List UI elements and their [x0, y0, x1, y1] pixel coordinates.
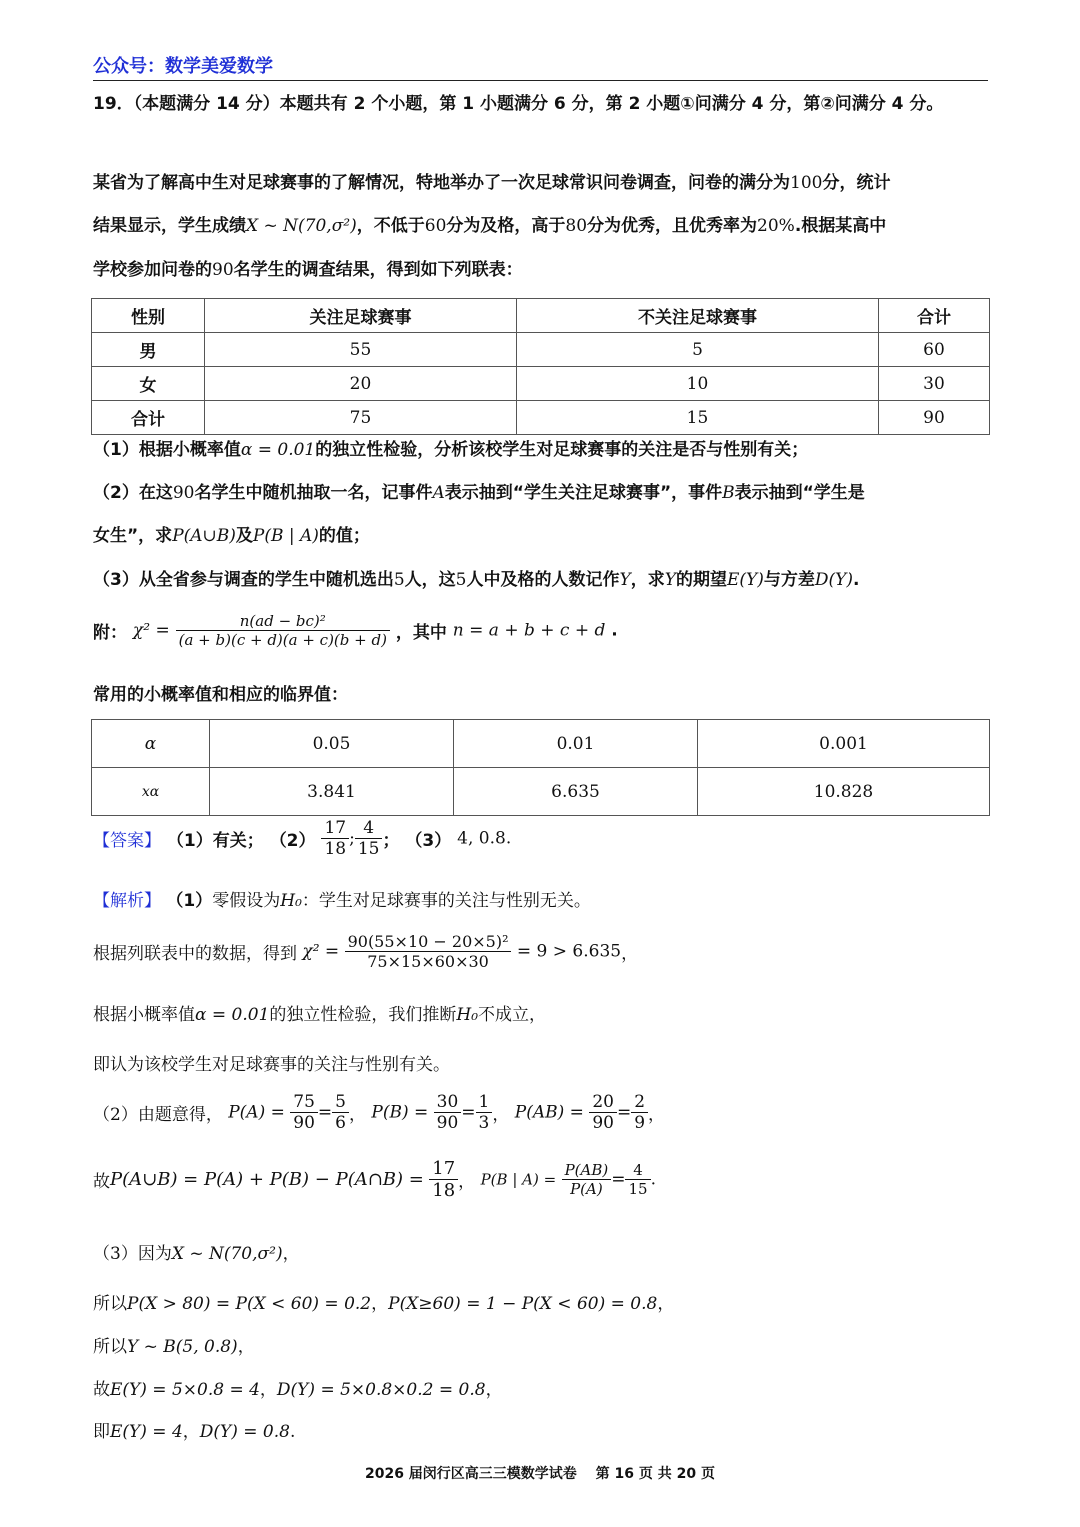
analysis-line-4: 即认为该校学生对足球赛事的关注与性别有关。: [93, 1055, 450, 1075]
table-header-cell: 合计: [879, 299, 990, 333]
x-alpha-label: xα: [92, 768, 210, 816]
table-row: [92, 367, 990, 401]
table-cell: 55: [205, 333, 517, 367]
table-cell: 10: [517, 367, 879, 401]
subquestion-1: （1）根据小概率值α = 0.01的独立性检验，分析该校学生对足球赛事的关注是否与性别有关；: [93, 440, 809, 460]
contingency-table: [91, 298, 990, 435]
question-paragraph-line-3: 学校参加问卷的90名学生的调查结果，得到如下列联表：: [93, 260, 523, 280]
table-row: [92, 720, 990, 768]
analysis-line-8: 所以P(X > 80) = P(X < 60) = 0.2，P(X≥60) = 1 − P(X < 60) = 0.8，: [93, 1294, 675, 1314]
chi-square-formula-fraction: $\frac{\text{n(ad − bc)²}}{(a + b)(c + d)(a + c)(b + d)}$: [176, 612, 390, 649]
table-header-cell: 性别: [92, 299, 205, 333]
analysis-line-10: 故E(Y) = 5×0.8 = 4，D(Y) = 5×0.8×0.2 = 0.8，: [93, 1380, 503, 1400]
chi-square-calc-fraction: $\frac{\text{90(55×10 − 20×5)²}}{75\times 15\times 60\times 30}$: [345, 932, 512, 971]
table-header-cell: 不关注足球赛事: [517, 299, 879, 333]
fraction: $\frac{75}{90}$: [290, 1092, 318, 1133]
header-title: 公众号：数学美爱数学: [93, 56, 273, 77]
fraction: $\frac{17}{18}$: [429, 1158, 458, 1201]
page-footer: 2026 届闵行区高三三模数学试卷 第 16 页 共 20 页: [364, 1466, 716, 1482]
table-cell: 0.01: [454, 720, 698, 768]
question-heading: 19．（本题满分 14 分）本题共有 2 个小题，第 1 小题满分 6 分，第 2 小题①问满分 4 分，第②问满分 4 分。: [93, 94, 944, 114]
analysis-line-3: 根据小概率值α = 0.01的独立性检验，我们推断H₀不成立，: [93, 1005, 547, 1025]
fraction: $\frac{5}{6}$: [332, 1092, 349, 1133]
answer-fraction: $\frac{4}{15}$: [355, 818, 383, 859]
analysis-line-6: 故P(A∪B) = P(A) + P(B) − P(A∩B) = $\frac{17}{18}$ ， P(B | A) = $\frac{P(AB)}{P(A)}$ = $\frac{4}{15}$ .: [93, 1158, 656, 1201]
alpha-label: α: [92, 720, 210, 768]
answer-tag: 【答案】: [93, 831, 161, 851]
table-row: [92, 401, 990, 435]
table-row: [92, 333, 990, 367]
table-header-row: [92, 299, 990, 333]
table-cell: 90: [879, 401, 990, 435]
fraction: $\frac{4}{15}$: [625, 1161, 650, 1198]
appendix-formula: 附： χ² = $\frac{\text{n(ad − bc)²}}{(a + b)(c + d)(a + c)(b + d)}$ ，其中 n = a + b + c + d .: [93, 612, 618, 649]
answer-line: 【答案】 （1）有关； （2） $\frac{17}{18}$ ; $\frac{4}{15}$ ； （3） 4, 0.8.: [93, 818, 512, 859]
table-row: [92, 768, 990, 816]
table-cell: 10.828: [698, 768, 990, 816]
table-cell: 15: [517, 401, 879, 435]
critical-table-title: 常用的小概率值和相应的临界值：: [93, 685, 348, 705]
fraction: $\frac{20}{90}$: [589, 1092, 617, 1133]
table-cell: 女: [92, 367, 205, 401]
fraction: $\frac{2}{9}$: [631, 1092, 648, 1133]
header-divider: [93, 80, 988, 81]
table-cell: 合计: [92, 401, 205, 435]
table-cell: 60: [879, 333, 990, 367]
table-header-cell: 关注足球赛事: [205, 299, 517, 333]
fraction: $\frac{30}{90}$: [434, 1092, 462, 1133]
table-cell: 20: [205, 367, 517, 401]
table-cell: 6.635: [454, 768, 698, 816]
table-cell: 男: [92, 333, 205, 367]
subquestion-2-line-1: （2）在这90名学生中随机抽取一名，记事件A表示抽到“学生关注足球赛事”，事件B表示抽到“学生是: [93, 483, 865, 503]
critical-value-table: [91, 719, 990, 816]
analysis-line-2: 根据列联表中的数据，得到 χ² = $\frac{\text{90(55×10 − 20×5)²}}{75\times 15\times 60\times 30}$ = 9 > 6.635，: [93, 932, 639, 971]
analysis-line-5: （2）由题意得， P(A) = $\frac{75}{90}$ = $\frac{5}{6}$ ， P(B) = $\frac{30}{90}$ = $\frac{1}{3}$ ， P(AB) = $\frac{20}{90}$ = $\frac{2}{9}$ ，: [93, 1092, 666, 1133]
table-cell: 30: [879, 367, 990, 401]
table-cell: 0.05: [210, 720, 454, 768]
question-paragraph-line-2: 结果显示，学生成绩X ~ N(70,σ²)，不低于60分为及格，高于80分为优秀，且优秀率为20%.根据某高中: [93, 216, 887, 236]
analysis-line-7: （3）因为X ~ N(70,σ²)，: [93, 1244, 300, 1264]
analysis-line-11: 即E(Y) = 4，D(Y) = 0.8.: [93, 1422, 296, 1442]
analysis-line-1: 【解析】 （1）零假设为H₀：学生对足球赛事的关注与性别无关。: [93, 891, 591, 911]
table-cell: 0.001: [698, 720, 990, 768]
table-cell: 3.841: [210, 768, 454, 816]
answer-fraction: $\frac{17}{18}$: [321, 818, 349, 859]
table-cell: 75: [205, 401, 517, 435]
table-cell: 5: [517, 333, 879, 367]
question-paragraph-line-1: 某省为了解高中生对足球赛事的了解情况，特地举办了一次足球常识问卷调查，问卷的满分为100分，统计: [93, 173, 891, 193]
analysis-line-9: 所以Y ~ B(5, 0.8)，: [93, 1337, 255, 1357]
fraction: $\frac{1}{3}$: [476, 1092, 493, 1133]
analysis-tag: 【解析】: [93, 891, 161, 911]
subquestion-3: （3）从全省参与调查的学生中随机选出5人，这5人中及格的人数记作Y，求Y的期望E(Y)与方差D(Y).: [93, 570, 860, 590]
fraction: $\frac{P(AB)}{P(A)}$: [562, 1161, 612, 1198]
subquestion-2-line-2: 女生”，求P(A∪B)及P(B | A)的值；: [93, 526, 370, 546]
